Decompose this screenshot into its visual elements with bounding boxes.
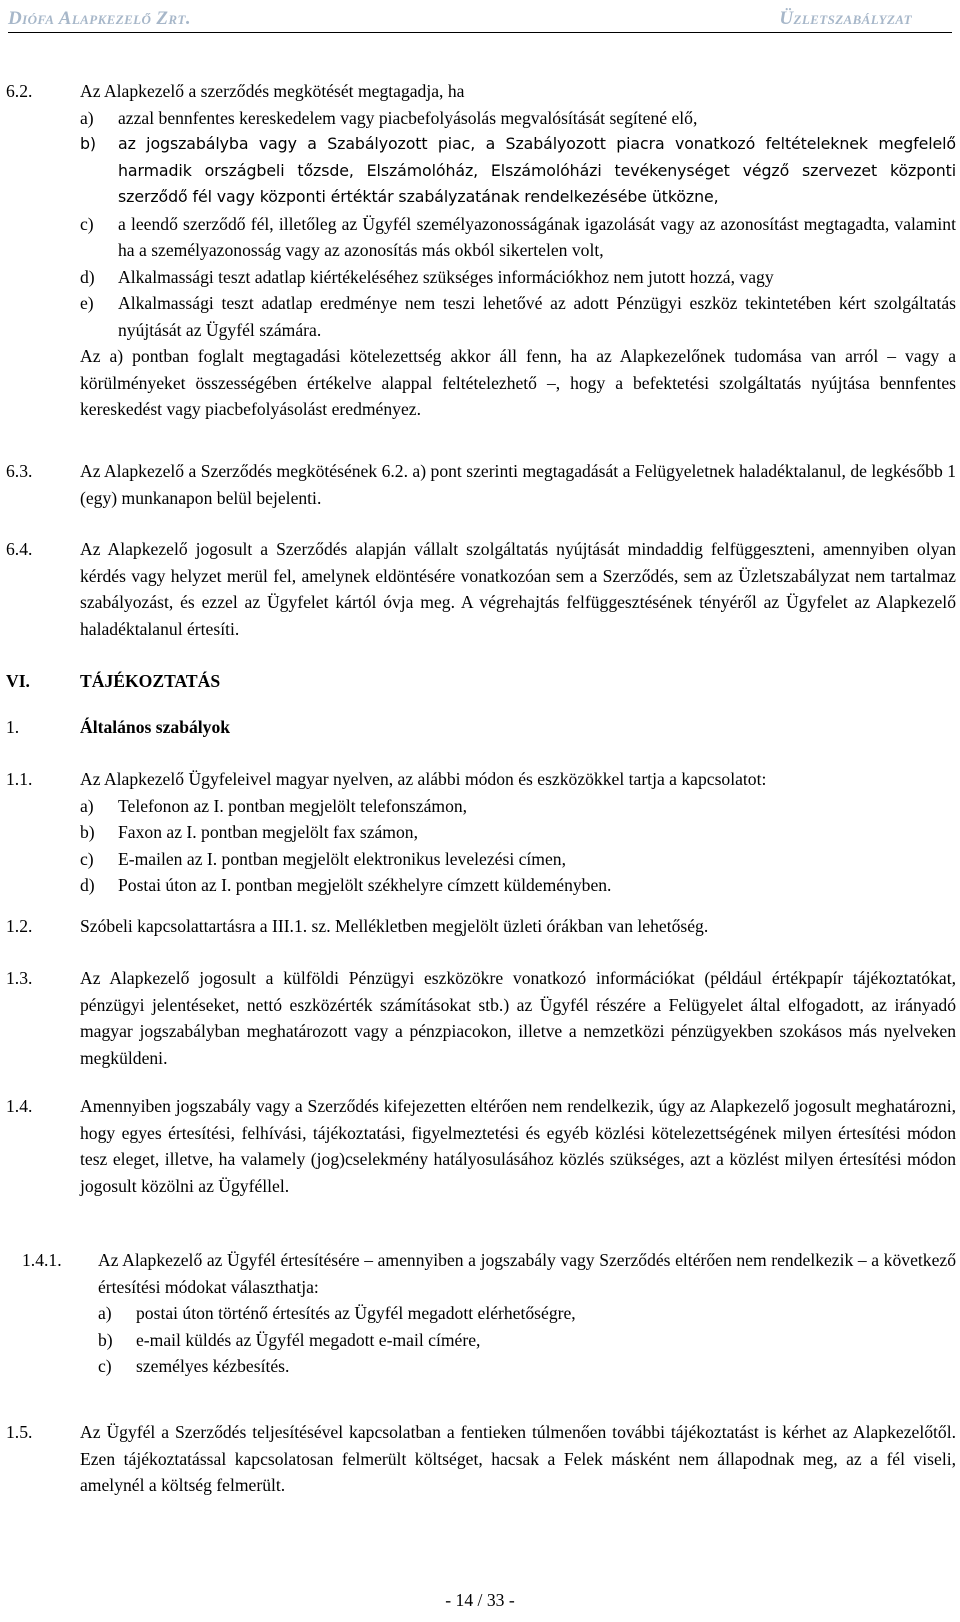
section-number: 1.3. — [6, 968, 33, 988]
list-item — [98, 1353, 956, 1380]
section-number: 6.2. — [6, 81, 33, 101]
list-item — [80, 264, 956, 291]
header-company: Diófa Alapkezelő Zrt. — [8, 8, 191, 29]
section-paragraph: Amennyiben jogszabály vagy a Szerződés kifejezetten eltérően nem rendelkezik, úgy az Alapkezelő jogosult meghatározni, hogy egyes értesítési, felhívási, tájékoztatási, figyelmeztetési és egyéb közlési kötelezettségének milyen értesítési módon tesz eleget, illetve, ha valamely (jog)cselekmény hatályosulásához közlés szükséges, azt a közlést milyen értesítési módon jogosult közölni az Ügyféllel. — [80, 1096, 956, 1196]
chapter-heading — [6, 668, 956, 695]
section-paragraph: Szóbeli kapcsolattartásra a III.1. sz. Mellékletben megjelölt üzleti órákban van lehetőség. — [80, 916, 709, 936]
list-text: E-mailen az I. pontban megjelölt elektronikus levelezési címen, — [118, 848, 566, 869]
list-item — [80, 872, 956, 899]
section-1-5 — [6, 1419, 956, 1499]
section-number: 6.3. — [6, 461, 33, 481]
list-label: c) — [80, 213, 94, 234]
section-paragraph: Az a) pontban foglalt megtagadási kötelezettség akkor áll fenn, ha az Alapkezelőnek tudomása van arról – vagy a körülményeket összességében értékelve alappal feltételezhető –, hogy a befektetési szolgáltatás nyújtása bennfentes kereskedést vagy piacbefolyásolást eredményez. — [80, 346, 956, 419]
section-paragraph: Az Alapkezelő a Szerződés megkötésének 6.2. a) pont szerinti megtagadását a Felügyeletnek haladéktalanul, de legkésőbb 1 (egy) munkanapon belül bejelenti. — [80, 461, 956, 508]
header-document-title: Üzletszabályzat — [779, 8, 912, 29]
list-text: Faxon az I. pontban megjelölt fax számon, — [118, 822, 418, 842]
section-paragraph: Az Alapkezelő jogosult a Szerződés alapján vállalt szolgáltatás nyújtását mindaddig felfüggeszteni, amennyiben olyan kérdés vagy helyzet merül fel, amelynek eldöntésére vonatkozóan sem a Szerződés, sem az Üzletszabályzat nem tartalmaz szabályozást, és ezzel az Ügyfelet kártól óvja meg. A végrehajtás felfüggesztésének tényéről az Ügyfelet az Alapkezelő haladéktalanul értesíti. — [80, 539, 956, 639]
chapter-number: VI. — [6, 671, 30, 691]
section-number: 1.2. — [6, 916, 33, 936]
list-label: b) — [80, 134, 96, 153]
list-item — [80, 211, 956, 264]
section-1-3 — [6, 965, 956, 1071]
list-text: személyes kézbesítés. — [136, 1356, 290, 1376]
list-text: postai úton történő értesítés az Ügyfél megadott elérhetőségre, — [136, 1303, 576, 1323]
section-number: 1. — [6, 717, 20, 737]
list-label: d) — [80, 266, 95, 287]
list-text: az jogszabályba vagy a Szabályozott piac, a Szabályozott piacra vonatkozó feltételeknek megfelelő harmadik országbeli tőzsde, Elszámolóház, Elszámolóházi tevékenységet végző szervezet központi szerződő fél vagy központi értéktár szabályzatának rendelkezésébe ütközne, — [118, 134, 956, 206]
list-text: a leendő szerződő fél, illetőleg az Ügyfél személyazonosságának igazolását vagy az azonosítást megtagadta, valamint ha a személyazonosság vagy az azonosítás más okból sikertelen volt, — [118, 213, 956, 260]
list-item — [80, 131, 956, 211]
list-item — [80, 290, 956, 343]
section-intro: Az Alapkezelő Ügyfeleivel magyar nyelven, az alábbi módon és eszközökkel tartja a kapcsolatot: — [80, 769, 767, 789]
section-intro: Az Alapkezelő a szerződés megkötését megtagadja, ha — [80, 81, 465, 101]
list-item — [80, 105, 956, 132]
list-label: c) — [80, 848, 94, 869]
page-header — [8, 2, 952, 33]
section-1-4-1 — [6, 1247, 956, 1380]
list-label: c) — [98, 1356, 112, 1376]
page-number: - 14 / 33 - — [445, 1590, 515, 1610]
section-1-2 — [6, 913, 956, 940]
chapter-title: TÁJÉKOZTATÁS — [80, 671, 221, 691]
section-title: Általános szabályok — [80, 717, 231, 737]
section-6-3 — [6, 458, 956, 511]
list-text: Telefonon az I. pontban megjelölt telefonszámon, — [118, 795, 468, 816]
list-label: a) — [80, 795, 94, 816]
section-number: 1.1. — [6, 769, 33, 789]
section-number: 1.5. — [6, 1422, 33, 1442]
section-intro: Az Alapkezelő az Ügyfél értesítésére – amennyiben a jogszabály vagy Szerződés eltérően nem rendelkezik – a következő értesítési módokat választhatja: — [98, 1250, 956, 1297]
section-number: 6.4. — [6, 539, 33, 559]
list-label: a) — [80, 107, 94, 128]
section-6-4 — [6, 536, 956, 642]
list-label: e) — [80, 293, 94, 313]
list-text: e-mail küldés az Ügyfél megadott e-mail címére, — [136, 1329, 481, 1350]
section-6-2 — [6, 78, 956, 423]
section-paragraph: Az Ügyfél a Szerződés teljesítésével kapcsolatban a fentieken túlmenően további tájékoztatást is kérhet az Alapkezelőtől. Ezen tájékoztatással kapcsolatosan felmerült költséget, hacsak a Felek másként nem állapodnak meg, az a fél viseli, amelynél a költség felmerült. — [80, 1422, 956, 1495]
list-label: a) — [98, 1303, 112, 1323]
section-number: 1.4.1. — [22, 1250, 62, 1270]
list-item — [80, 793, 956, 820]
section-number: 1.4. — [6, 1096, 33, 1116]
list-item — [80, 846, 956, 873]
list-label: b) — [98, 1329, 113, 1350]
list-item — [98, 1327, 956, 1354]
section-paragraph: Az Alapkezelő jogosult a külföldi Pénzügyi eszközökre vonatkozó információkat (például értékpapír tájékoztatókat, pénzügyi jelentéseket, nettó eszközérték számításokat stb.) az Ügyfél részére a Felügyelet által elfogadott, az irányadó magyar jogszabályban meghatározott vagy a pénzpiacokon, illetve a nemzetközi pénzügyekben szokásos más nyelveken megküldeni. — [80, 968, 956, 1068]
list-text: Alkalmassági teszt adatlap kiértékeléséhez szükséges információkhoz nem jutott hozzá, vagy — [118, 266, 774, 287]
list-text: azzal bennfentes kereskedelem vagy piacbefolyásolás megvalósítását segítené elő, — [118, 107, 698, 128]
section-heading — [6, 714, 956, 741]
list-text: Postai úton az I. pontban megjelölt székhelyre címzett küldeményben. — [118, 875, 612, 895]
list-text: Alkalmassági teszt adatlap eredménye nem teszi lehetővé az adott Pénzügyi eszköz tekintetében kért szolgáltatás nyújtását az Ügyfél számára. — [118, 293, 956, 340]
section-1-4 — [6, 1093, 956, 1199]
section-1-1 — [6, 766, 956, 899]
list-label: d) — [80, 875, 95, 895]
list-item — [80, 819, 956, 846]
list-item — [98, 1300, 956, 1327]
list-label: b) — [80, 822, 95, 842]
